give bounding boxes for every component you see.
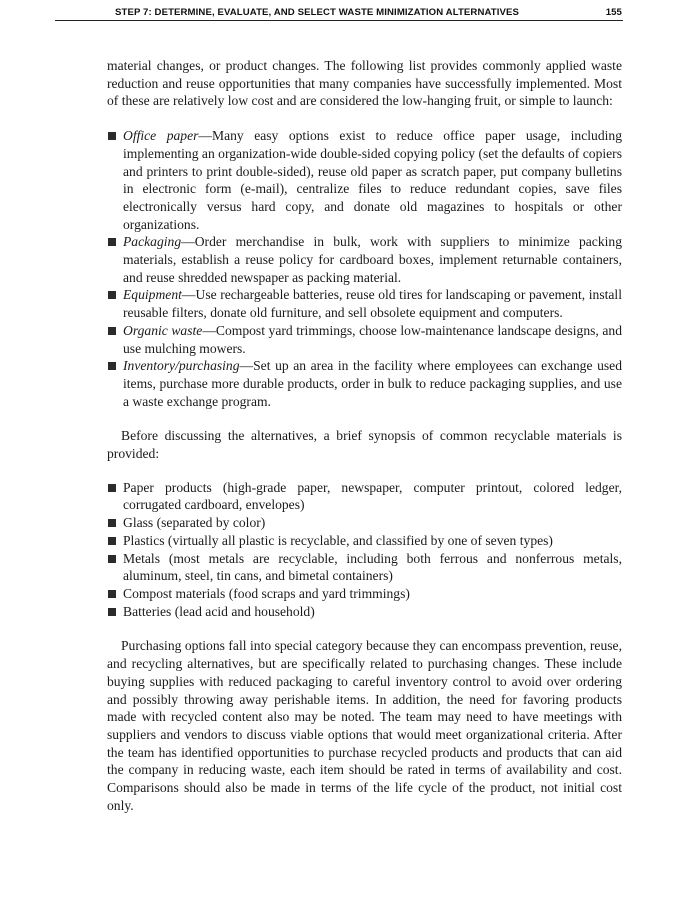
list-item-packaging — [107, 233, 622, 286]
synopsis-paragraph: Before discussing the alternatives, a brief synopsis of common recyclable materials is provided: — [107, 428, 622, 462]
list-item-text: —Set up an area in the facility where employees can exchange used items, purchase more durable products, order in bulk to reduce packaging supplies, and use a waste exchange program. — [123, 358, 622, 409]
list-item-glass: Glass (separated by color) — [107, 514, 622, 532]
list-item-text: —Order merchandise in bulk, work with suppliers to minimize packing materials, establish a reuse policy for cardboard boxes, implement returnable containers, and reuse shredded newspaper as packing material. — [123, 234, 622, 285]
list-item-compost: Compost materials (food scraps and yard trimmings) — [107, 585, 622, 603]
running-head-title: STEP 7: DETERMINE, EVALUATE, AND SELECT WASTE MINIMIZATION ALTERNATIVES — [115, 7, 520, 18]
list-item-office-paper — [107, 127, 622, 233]
list-item-term: Office paper — [123, 128, 199, 144]
list-item-text: —Many easy options exist to reduce office paper usage, including implementing an organization-wide double-sided copying policy (set the defaults of copiers and printers to print double-sided), reuse old paper as scratch paper, put company bulletins in electronic form (e-mail), centralize files to reduce redundant copies, save files electronically versus hard copy, and donate old magazines to hospitals or other organizations. — [123, 128, 622, 232]
list-item-organic-waste — [107, 322, 622, 357]
page-number: 155 — [605, 7, 622, 18]
waste-reduction-list — [107, 127, 622, 410]
list-item-batteries: Batteries (lead acid and household) — [107, 603, 622, 621]
list-item-equipment — [107, 286, 622, 321]
running-head — [55, 4, 623, 21]
list-item-term: Equipment — [123, 287, 182, 303]
list-item-term: Packaging — [123, 234, 182, 250]
list-item-text: —Use rechargeable batteries, reuse old tires for landscaping or pavement, install reusable filters, donate old furniture, and sell obsolete equipment and computers. — [123, 287, 622, 321]
list-item-paper-products: Paper products (high-grade paper, newspaper, computer printout, colored ledger, corrugated cardboard, envelopes) — [107, 479, 622, 514]
list-item-text: —Compost yard trimmings, choose low-maintenance landscape designs, and use mulching mowers. — [123, 322, 622, 356]
list-item-metals: Metals (most metals are recyclable, including both ferrous and nonferrous metals, aluminum, steel, tin cans, and bimetal containers) — [107, 550, 622, 585]
body-text — [107, 57, 622, 814]
purchasing-paragraph: Purchasing options fall into special category because they can encompass prevention, reuse, and recycling alternatives, but are specifically related to purchasing changes. These include buying supplies with reduced packaging to careful inventory control to avoid over ordering and possibly throwing away perishable items. In addition, the need for favoring products made with recycled content also may be noted. The team may need to have meetings with suppliers and vendors to discuss viable options that would meet organizational criteria. After the team has identified opportunities to purchase recycled products and products that can aid the company in reducing waste, each item should be rated in terms of availability and cost. Comparisons should also be made in terms of the life cycle of the product, not initial cost only. — [107, 638, 622, 813]
list-item-term: Organic waste — [123, 322, 203, 338]
recyclable-materials-list — [107, 479, 622, 621]
list-item-plastics: Plastics (virtually all plastic is recyclable, and classified by one of seven types) — [107, 532, 622, 550]
intro-paragraph: material changes, or product changes. The following list provides commonly applied waste reduction and reuse opportunities that many companies have successfully implemented. Most of these are relatively low cost and are considered the low-hanging fruit, or simple to launch: — [107, 58, 622, 109]
list-item-inventory-purchasing — [107, 357, 622, 410]
list-item-term: Inventory/purchasing — [123, 358, 240, 374]
